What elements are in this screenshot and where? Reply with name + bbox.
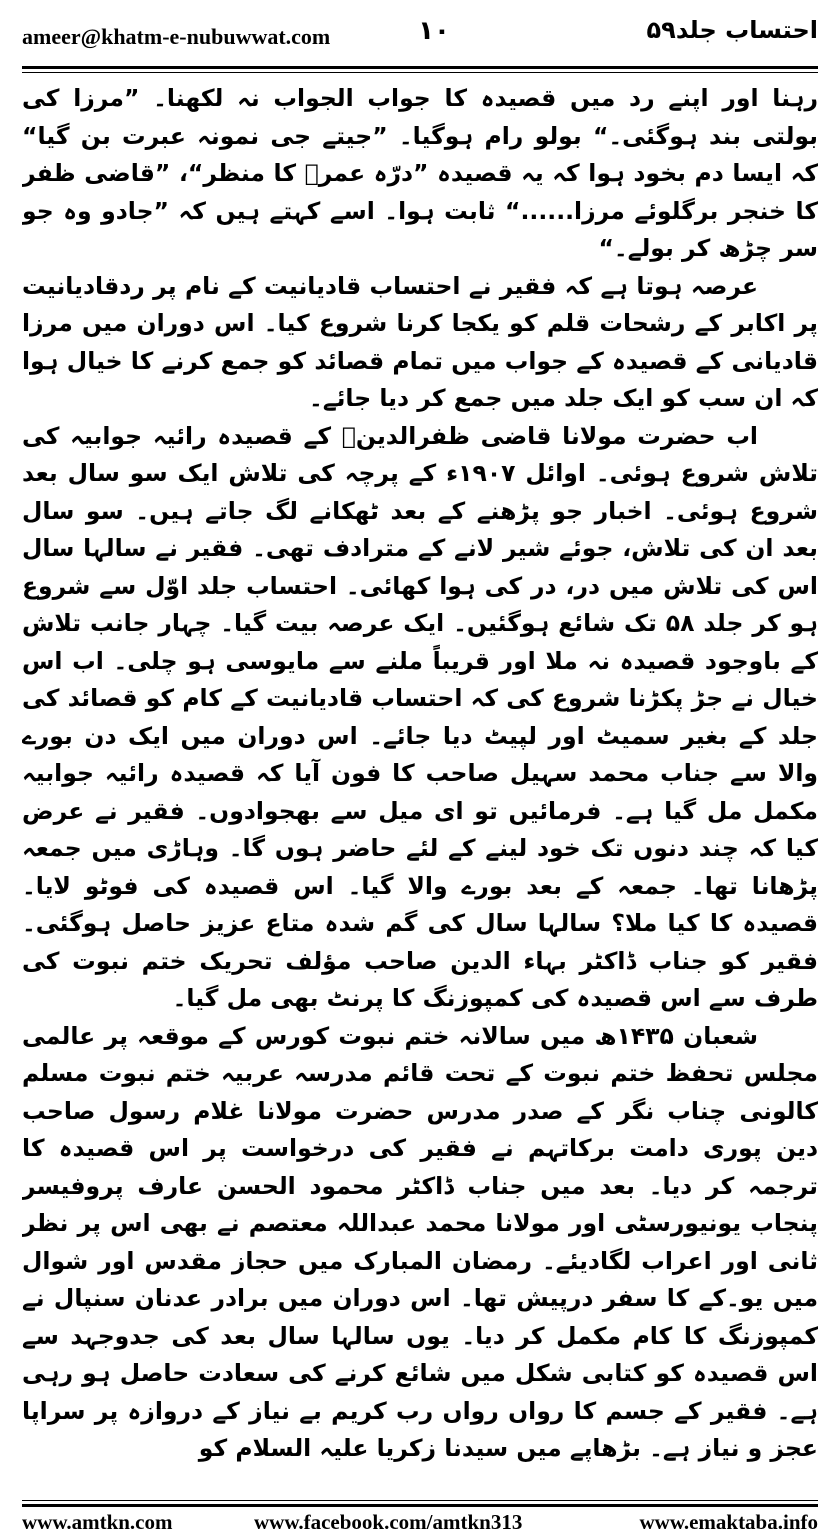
paragraph-2: عرصہ ہوتا ہے کہ فقیر نے احتساب قادیانیت کے نام پر ردقادیانیت پر اکابر کے رشحات قلم کو یکجا کرنا شروع کیا۔ اس دوران میں مرزا قادیانی کے قصیدہ کے جواب میں تمام قصائد کو جمع کرنے کا خیال ہوا کہ ان سب کو ایک جلد میں جمع کر دیا جائے۔ xyxy=(22,271,818,412)
footer-divider xyxy=(22,1500,818,1507)
footer-link-amtkn[interactable]: www.amtkn.com xyxy=(22,1510,173,1534)
header-divider xyxy=(22,66,818,73)
footer-link-facebook[interactable]: www.facebook.com/amtkn313 xyxy=(254,1510,523,1534)
paragraph-3: اب حضرت مولانا قاضی ظفرالدینؒ کے قصیدہ رائیہ جوابیہ کی تلاش شروع ہوئی۔ اوائل ۱۹۰۷ء کے پرچہ کی تلاش ایک سو سال بعد شروع ہوئی۔ اخبار جو پڑھنے کے بعد ٹھکانے لگ جاتے ہیں۔ سو سال بعد ان کی تلاش، جوئے شیر لانے کے مترادف تھی۔ فقیر نے سالہا سال اس کی تلاش میں در، در کی ہوا کھائی۔ احتساب جلد اوّل سے شروع ہو کر جلد ۵۸ تک شائع ہوگئیں۔ ایک عرصہ بیت گیا۔ چہار جانب تلاش کے باوجود قصیدہ نہ ملا اور قریباً ملنے سے مایوسی ہو چلی۔ اب اس خیال نے جڑ پکڑنا شروع کی کہ احتساب قادیانیت کے کام کو قصائد کی جلد کے بغیر سمیٹ اور لپیٹ دیا جائے۔ اس دوران میں ایک دن بورے والا سے جناب محمد سہیل صاحب کا فون آیا کہ قصیدہ رائیہ جوابیہ مکمل مل گیا ہے۔ فرمائیں تو ای میل سے بھجوادوں۔ فقیر نے عرض کیا کہ چند دنوں تک خود لینے کے لئے حاضر ہوں گا۔ وہاڑی میں جمعہ پڑھانا تھا۔ جمعہ کے بعد بورے والا گیا۔ اس قصیدہ کی فوٹو لایا۔ قصیدہ کا کیا ملا؟ سالہا سال کی گم شدہ متاع عزیز حاصل ہوگئی۔ فقیر کو جناب ڈاکٹر بہاء الدین صاحب مؤلف تحریک ختم نبوت کی طرف سے اس قصیدہ کی کمپوزنگ کا پرنٹ بھی مل گیا۔ xyxy=(22,421,818,1012)
footer-link-emaktaba[interactable]: www.emaktaba.info xyxy=(639,1510,818,1534)
page-number: ۱۰ xyxy=(418,16,450,46)
paragraph-4: شعبان ۱۴۳۵ھ میں سالانہ ختم نبوت کورس کے موقعہ پر عالمی مجلس تحفظ ختم نبوت کے تحت قائم مدرسہ عربیہ ختم نبوت مسلم کالونی چناب نگر کے صدر مدرس حضرت مولانا غلام رسول صاحب دین پوری دامت برکاتہم نے فقیر کی درخواست پر اس قصیدہ کا ترجمہ کر دیا۔ بعد میں جناب ڈاکٹر محمود الحسن عارف پروفیسر پنجاب یونیورسٹی اور مولانا محمد عبداللہ معتصم نے بھی اس پر نظر ثانی اور اعراب لگادیئے۔ رمضان المبارک میں حجاز مقدس اور شوال میں یو۔کے کا سفر درپیش تھا۔ اس دوران میں برادر عدنان سنپال نے کمپوزنگ کا کام مکمل کر دیا۔ یوں سالہا سال بعد کی جدوجہد سے اس قصیدہ کو کتابی شکل میں شائع کرنے کی سعادت حاصل ہو رہی ہے۔ فقیر کے جسم کا رواں رواں رب کریم بے نیاز کے دروازہ پر سراپا عجز و نیاز ہے۔ بڑھاپے میں سیدنا زکریا علیہ السلام کو xyxy=(22,1021,818,1462)
header-email[interactable]: ameer@khatm-e-nubuwwat.com xyxy=(22,24,331,49)
page-body xyxy=(22,80,818,1490)
book-title: احتساب جلد۵۹ xyxy=(646,16,818,44)
page-header xyxy=(22,6,818,64)
paragraph-1: رہنا اور اپنے رد میں قصیدہ کا جواب الجواب نہ لکھنا۔ ”مرزا کی بولتی بند ہوگئی۔“ بولو رام ہوگیا۔ ”جیتے جی نمونہ عبرت بن گیا“ کہ ایسا دم بخود ہوا کہ یہ قصیدہ ”درّہ عمرؓ کا منظر“، ”قاضی ظفر کا خنجر برگلوئے مرزا......“ ثابت ہوا۔ اسے کہتے ہیں کہ ”جادو وہ جو سر چڑھ کر بولے۔“ xyxy=(22,84,818,262)
page-footer xyxy=(22,1510,818,1536)
